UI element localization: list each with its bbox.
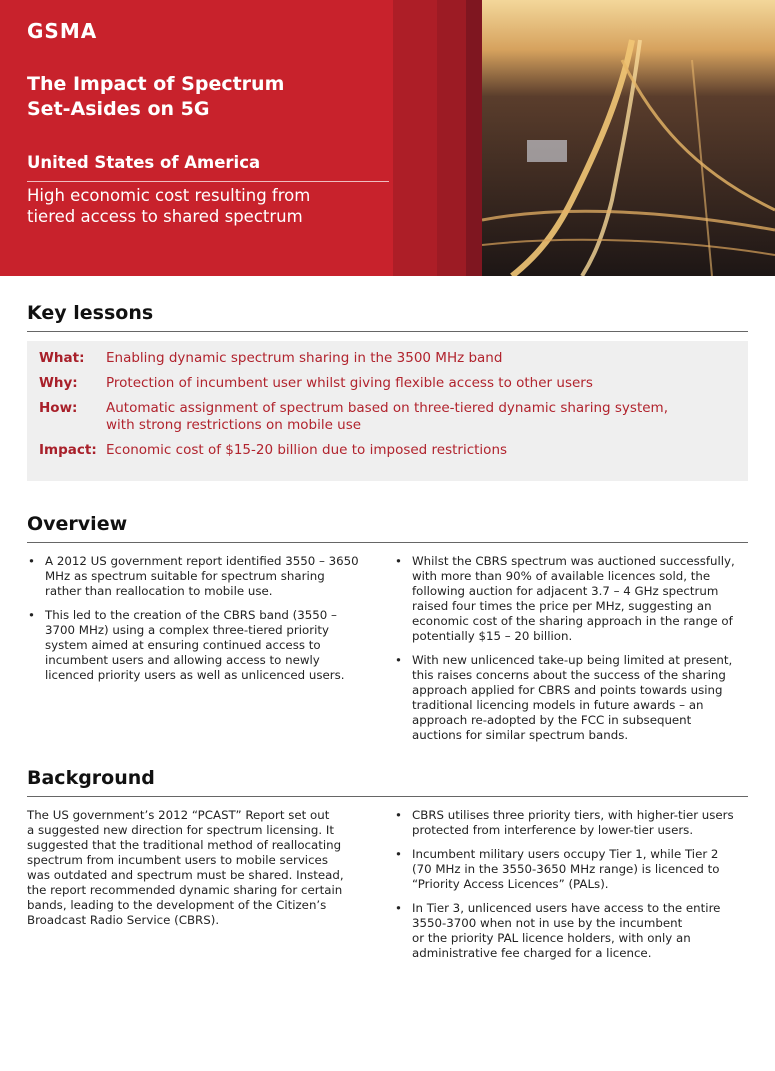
header-band	[466, 0, 482, 276]
highway-photo	[482, 0, 775, 276]
lesson-key: Why:	[39, 375, 78, 391]
text-line: incumbent users and allowing access to newly	[45, 653, 320, 667]
overview-right-column	[394, 554, 754, 752]
text-line: Broadcast Radio Service (CBRS).	[27, 913, 220, 927]
text-line: • In Tier 3, unlicenced users have access to the entire	[412, 901, 721, 915]
subtitle-line: High economic cost resulting from	[27, 186, 311, 205]
overview-right-list	[394, 554, 754, 743]
lesson-key: Impact:	[39, 442, 97, 458]
text-line: approach re-adopted by the FCC in subsequent	[412, 713, 692, 727]
title-line: Set-Asides on 5G	[27, 98, 210, 120]
text-line: • CBRS utilises three priority tiers, with higher-tier users	[412, 808, 734, 822]
text-line: • Whilst the CBRS spectrum was auctioned successfully,	[412, 554, 735, 568]
text-line: bands, leading to the development of the Citizen’s	[27, 898, 327, 912]
lesson-value-line: Economic cost of $15-20 billion due to imposed restrictions	[106, 442, 508, 458]
list-item	[394, 554, 754, 644]
list-item	[394, 847, 754, 892]
key-lessons-heading: Key lessons	[27, 302, 154, 324]
gsma-logo: GSMA	[27, 19, 98, 43]
list-item	[394, 653, 754, 743]
text-line: auctions for similar spectrum bands.	[412, 728, 629, 742]
text-line: rather than reallocation to mobile use.	[45, 584, 273, 598]
text-line: “Priority Access Licences” (PALs).	[412, 877, 609, 891]
background-heading: Background	[27, 767, 155, 789]
background-right-list	[394, 808, 754, 961]
text-line: traditional licencing models in future awards – an	[412, 698, 704, 712]
lesson-value	[106, 375, 726, 392]
text-line: • This led to the creation of the CBRS band (3550 –	[45, 608, 337, 622]
lesson-key: How:	[39, 400, 78, 416]
header-banner	[0, 0, 775, 276]
text-line: potentially $15 – 20 billion.	[412, 629, 573, 643]
text-line: following auction for adjacent 3.7 – 4 GHz spectrum	[412, 584, 719, 598]
list-item	[394, 901, 754, 961]
highway-photo-art	[482, 0, 775, 276]
text-line: approach applied for CBRS and points towards using	[412, 683, 723, 697]
text-line: protected from interference by lower-tier users.	[412, 823, 694, 837]
text-line: economic cost of the sharing approach in the range of	[412, 614, 733, 628]
text-line: licenced priority users as well as unlicenced users.	[45, 668, 345, 682]
page-title	[27, 72, 367, 122]
section-rule	[27, 331, 748, 332]
text-line: 3550-3700 when not in use by the incumbent	[412, 916, 683, 930]
text-line: this raises concerns about the success of the sharing	[412, 668, 726, 682]
section-rule	[27, 796, 748, 797]
background-left-column	[27, 808, 382, 928]
background-paragraph	[27, 808, 382, 928]
text-line: with more than 90% of available licences sold, the	[412, 569, 711, 583]
text-line: MHz as spectrum suitable for spectrum sharing	[45, 569, 325, 583]
text-line: was outdated and spectrum must be shared. Instead,	[27, 868, 344, 882]
lesson-key: What:	[39, 350, 85, 366]
lesson-value	[106, 350, 726, 367]
lesson-value-line: Automatic assignment of spectrum based on three-tiered dynamic sharing system,	[106, 400, 668, 416]
text-line: (70 MHz in the 3550-3650 MHz range) is licenced to	[412, 862, 720, 876]
header-band	[437, 0, 466, 276]
overview-heading: Overview	[27, 513, 128, 535]
subtitle-line: tiered access to shared spectrum	[27, 207, 303, 226]
key-lessons-box	[27, 341, 748, 481]
lesson-value	[106, 400, 726, 434]
text-line: a suggested new direction for spectrum licensing. It	[27, 823, 334, 837]
lesson-value	[106, 442, 726, 459]
text-line: suggested that the traditional method of reallocating	[27, 838, 342, 852]
page-subtitle	[27, 185, 387, 227]
lesson-value-line: Enabling dynamic spectrum sharing in the 3500 MHz band	[106, 350, 503, 366]
text-line: • Incumbent military users occupy Tier 1, while Tier 2	[412, 847, 719, 861]
text-line: the report recommended dynamic sharing for certain	[27, 883, 343, 897]
text-line: • With new unlicenced take-up being limited at present,	[412, 653, 733, 667]
text-line: 3700 MHz) using a complex three-tiered priority	[45, 623, 329, 637]
text-line: The US government’s 2012 “PCAST” Report set out	[27, 808, 330, 822]
lesson-value-line: with strong restrictions on mobile use	[106, 417, 362, 433]
lesson-value-line: Protection of incumbent user whilst giving flexible access to other users	[106, 375, 593, 391]
section-rule	[27, 542, 748, 543]
overview-left-list	[27, 554, 382, 683]
list-item	[27, 554, 382, 599]
header-divider	[27, 181, 389, 182]
list-item	[394, 808, 754, 838]
text-line: spectrum from incumbent users to mobile services	[27, 853, 328, 867]
overview-left-column	[27, 554, 382, 692]
title-line: The Impact of Spectrum	[27, 73, 285, 95]
list-item	[27, 608, 382, 683]
background-right-column	[394, 808, 754, 970]
country-heading: United States of America	[27, 153, 261, 172]
text-line: • A 2012 US government report identified 3550 – 3650	[45, 554, 359, 568]
text-line: raised four times the price per MHz, suggesting an	[412, 599, 712, 613]
text-line: or the priority PAL licence holders, with only an	[412, 931, 691, 945]
text-line: system aimed at ensuring continued access to	[45, 638, 321, 652]
header-band	[393, 0, 437, 276]
text-line: administrative fee charged for a licence.	[412, 946, 652, 960]
